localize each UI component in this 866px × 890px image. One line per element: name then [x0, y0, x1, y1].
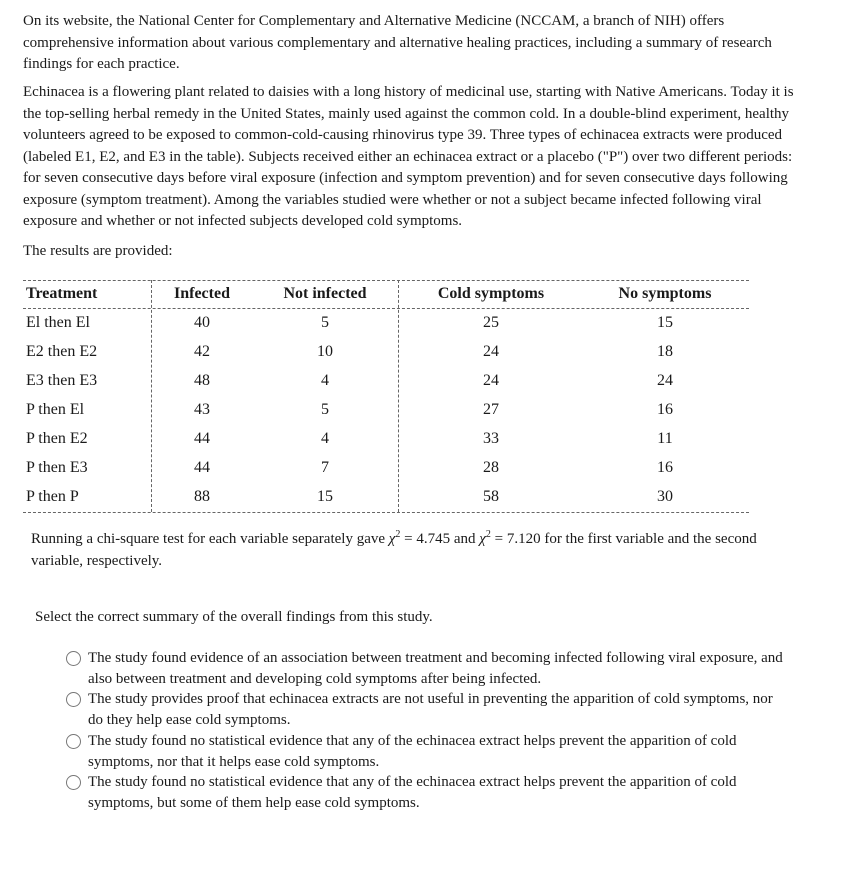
chi-exponent: 2: [395, 529, 401, 540]
cell-infected: 44: [194, 459, 210, 476]
cell-no-symptoms: 15: [657, 314, 673, 331]
chi-value-1: = 4.745 and: [400, 531, 480, 547]
header-cold-symptoms: Cold symptoms: [437, 285, 545, 302]
answer-option-2[interactable]: [66, 689, 786, 730]
answer-option-label: The study found no statistical evidence that any of the echinacea extract helps prevent the apparition of cold symptoms, but some of them help ease cold symptoms.: [88, 774, 737, 811]
cell-treatment: P then El: [26, 401, 85, 418]
header-no-symptoms: No symptoms: [618, 285, 712, 302]
radio-button[interactable]: [66, 651, 81, 666]
cell-not-infected: 5: [321, 401, 329, 418]
cell-cold-symptoms: 33: [483, 430, 499, 447]
cell-treatment: P then P: [26, 488, 79, 505]
cell-no-symptoms: 16: [657, 401, 673, 418]
cell-not-infected: 4: [321, 430, 329, 447]
results-lead: The results are provided:: [23, 243, 173, 259]
table-col-divider: [398, 280, 399, 512]
answer-option-3[interactable]: [66, 731, 786, 772]
cell-not-infected: 7: [321, 459, 329, 476]
cell-no-symptoms: 30: [657, 488, 673, 505]
cell-not-infected: 10: [317, 343, 333, 360]
question-prompt: Select the correct summary of the overall findings from this study.: [35, 609, 433, 625]
cell-infected: 48: [194, 372, 210, 389]
table-bottom-rule: [23, 512, 749, 513]
cell-no-symptoms: 16: [657, 459, 673, 476]
cell-treatment: El then El: [26, 314, 90, 331]
cell-no-symptoms: 11: [657, 430, 673, 447]
cell-no-symptoms: 18: [657, 343, 673, 360]
radio-button[interactable]: [66, 775, 81, 790]
header-treatment: Treatment: [26, 285, 98, 302]
cell-not-infected: 5: [321, 314, 329, 331]
cell-cold-symptoms: 27: [483, 401, 499, 418]
cell-treatment: P then E3: [26, 459, 88, 476]
chi-prefix: Running a chi-square test for each variable separately gave: [31, 531, 389, 547]
answer-option-label: The study found evidence of an association between treatment and becoming infected following viral exposure, and also between treatment and developing cold symptoms after being infected.: [88, 650, 783, 687]
answer-option-label: The study provides proof that echinacea extracts are not useful in preventing the apparition of cold symptoms, nor do they help ease cold symptoms.: [88, 691, 773, 728]
cell-not-infected: 15: [317, 488, 333, 505]
answer-option-1[interactable]: [66, 648, 786, 689]
table-header-rule: [23, 308, 749, 309]
answer-option-label: The study found no statistical evidence that any of the echinacea extract helps prevent the apparition of cold symptoms, nor that it helps ease cold symptoms.: [88, 733, 737, 770]
cell-treatment: E2 then E2: [26, 343, 98, 360]
chi-square-result: [31, 529, 801, 572]
cell-cold-symptoms: 24: [483, 343, 499, 360]
cell-infected: 88: [194, 488, 210, 505]
radio-button[interactable]: [66, 734, 81, 749]
chi-symbol: χ: [479, 531, 486, 547]
header-not-infected: Not infected: [283, 285, 367, 302]
cell-treatment: E3 then E3: [26, 372, 98, 389]
header-infected: Infected: [174, 285, 230, 302]
cell-infected: 42: [194, 343, 210, 360]
chi-symbol: χ: [388, 531, 396, 547]
cell-cold-symptoms: 28: [483, 459, 499, 476]
cell-infected: 40: [194, 314, 210, 331]
chi-exponent: 2: [485, 529, 491, 540]
intro-paragraph: On its website, the National Center for Complementary and Alternative Medicine (NCCAM, a branch of NIH) offers comprehensive information about various complementary and alternative healing practices, including a summary of research findings for each practice.: [23, 13, 772, 72]
table-top-rule: [23, 280, 749, 281]
cell-infected: 43: [194, 401, 210, 418]
cell-cold-symptoms: 24: [483, 372, 499, 389]
results-table: [23, 280, 749, 514]
answer-option-4[interactable]: [66, 772, 786, 813]
cell-infected: 44: [194, 430, 210, 447]
cell-not-infected: 4: [321, 372, 329, 389]
chi-value-2: = 7.120 for the first variable and the second variable, respectively.: [31, 531, 757, 569]
radio-button[interactable]: [66, 692, 81, 707]
cell-cold-symptoms: 25: [483, 314, 499, 331]
description-paragraph: Echinacea is a flowering plant related to daisies with a long history of medicinal use, starting with Native Americans. Today it is the top-selling herbal remedy in the United States, mainly used against the common cold. In a double-blind experiment, healthy volunteers agreed to be exposed to common-cold-causing rhinovirus type 39. Three types of echinacea extracts were produced (labeled E1, E2, and E3 in the table). Subjects received either an echinacea extract or a placebo ("P") over two different periods: for seven consecutive days before viral exposure (infection and symptom prevention) and for seven consecutive days following exposure (symptom treatment). Among the variables studied were whether or not a subject became infected following viral exposure and whether or not infected subjects developed cold symptoms.: [23, 84, 794, 229]
cell-no-symptoms: 24: [657, 372, 673, 389]
cell-treatment: P then E2: [26, 430, 88, 447]
cell-cold-symptoms: 58: [483, 488, 499, 505]
